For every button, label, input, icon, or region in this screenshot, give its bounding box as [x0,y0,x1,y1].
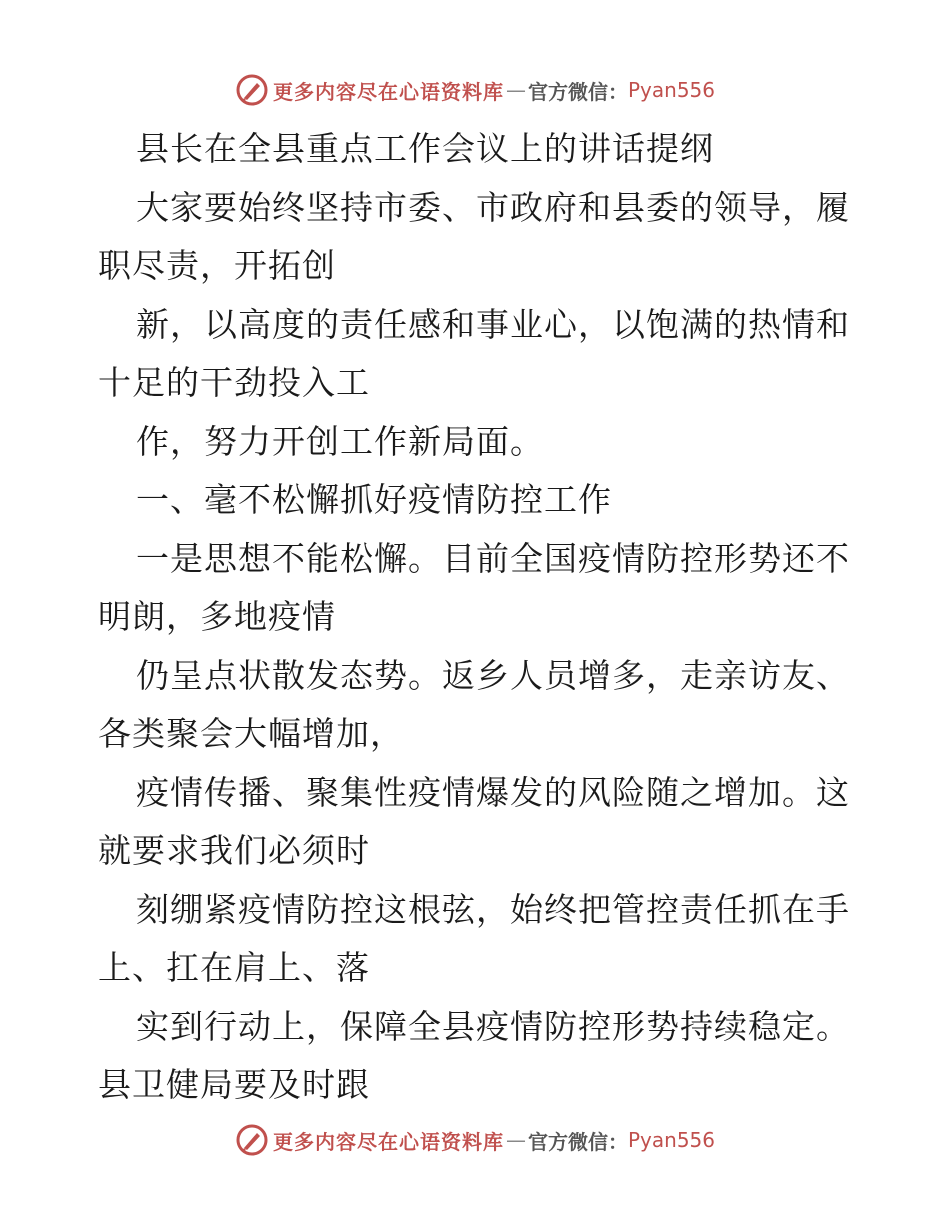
paragraph-line: 刻绷紧疫情防控这根弦，始终把管控责任抓在手 [136,889,850,929]
pen-logo-icon [235,1123,269,1157]
paragraph-line: 一是思想不能松懈。目前全国疫情防控形势还不 [136,538,850,578]
banner-brand: 更多内容尽在心语资料库 [272,79,504,104]
section-heading: 一、毫不松懈抓好疫情防控工作 [136,480,612,519]
paragraph-line: 就要求我们必须时 [98,831,370,870]
banner-dash: — [505,78,526,102]
paragraph-line: 各类聚会大幅增加， [98,714,404,753]
paragraph-line: 实到行动上，保障全县疫情防控形势持续稳定。 [136,1006,850,1046]
pen-logo-icon [235,73,269,107]
header-banner [0,70,950,110]
banner-official: 官方微信： [527,79,628,104]
paragraph-line: 仍呈点状散发态势。返乡人员增多，走亲访友、 [136,655,850,695]
paragraph-line: 新，以高度的责任感和事业心，以饱满的热情和 [136,304,850,344]
paragraph-line: 明朗，多地疫情 [98,597,336,636]
banner-wechat-id: Pyan556 [627,1128,715,1152]
document-title: 县长在全县重点工作会议上的讲话提纲 [136,129,714,168]
banner-official: 官方微信： [527,1129,628,1154]
paragraph-line: 大家要始终坚持市委、市政府和县委的领导，履 [136,187,850,227]
banner-dash: — [505,1128,526,1152]
paragraph-line: 县卫健局要及时跟 [98,1065,370,1104]
paragraph-line: 疫情传播、聚集性疫情爆发的风险随之增加。这 [136,772,850,812]
banner-wechat-id: Pyan556 [627,78,715,102]
document-body [98,120,858,1115]
paragraph-line: 职尽责，开拓创 [98,246,336,285]
paragraph-line: 上、扛在肩上、落 [98,948,370,987]
paragraph-line: 作，努力开创工作新局面。 [136,421,544,461]
paragraph-line: 十足的干劲投入工 [98,363,370,402]
banner-brand: 更多内容尽在心语资料库 [272,1129,504,1154]
footer-banner [0,1120,950,1160]
